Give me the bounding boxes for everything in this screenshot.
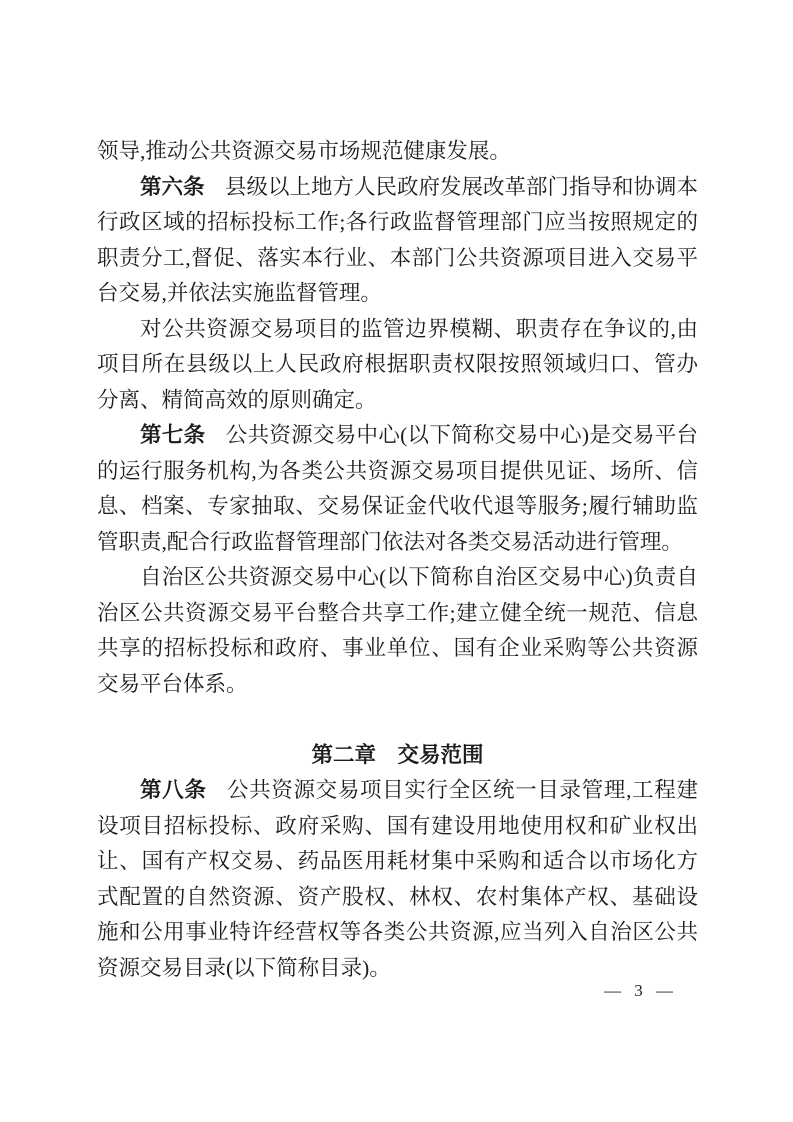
paragraph: 对公共资源交易项目的监管边界模糊、职责存在争议的,由项目所在县级以上人民政府根据职责权限按照领域归口、管办分离、精简高效的原则确定。	[97, 316, 698, 412]
article-label: 第八条	[140, 778, 207, 802]
article-label: 第七条	[140, 423, 206, 447]
article-label: 第六条	[140, 174, 205, 199]
article-text: 县级以上地方人民政府发展改革部门指导和协调本行政区域的招标投标工作;各行政监督管理部门应当按照规定的职责分工,督促、落实本行业、本部门公共资源项目进入交易平台交易,并依法实施监督管理。	[97, 174, 698, 305]
article-paragraph-8	[97, 773, 698, 986]
paragraph: 自治区公共资源交易中心(以下简称自治区交易中心)负责自治区公共资源交易平台整合共享工作;建立健全统一规范、信息共享的招标投标和政府、事业单位、国有企业采购等公共资源交易平台体系。	[97, 565, 698, 696]
page-number: — 3 —	[604, 981, 673, 1000]
paragraph-continuation: 领导,推动公共资源交易市场规范健康发展。	[97, 139, 511, 163]
article-text: 公共资源交易项目实行全区统一目录管理,工程建设项目招标投标、政府采购、国有建设用地使用权和矿业权出让、国有产权交易、药品医用耗材集中采购和适合以市场化方式配置的自然资源、资产股权、林权、农村集体产权、基础设施和公用事业特许经营权等各类公共资源,应当列入自治区公共资源交易目录(以下简称目录)。	[97, 778, 698, 980]
chapter-heading: 第二章 交易范围	[311, 742, 484, 767]
article-text: 公共资源交易中心(以下简称交易中心)是交易平台的运行服务机构,为各类公共资源交易项目提供见证、场所、信息、档案、专家抽取、交易保证金代收代退等服务;履行辅助监管职责,配合行政监督管理部门依法对各类交易活动进行管理。	[97, 423, 698, 554]
document-body	[97, 134, 698, 986]
article-paragraph-6	[97, 170, 698, 312]
article-paragraph-7	[97, 418, 698, 560]
